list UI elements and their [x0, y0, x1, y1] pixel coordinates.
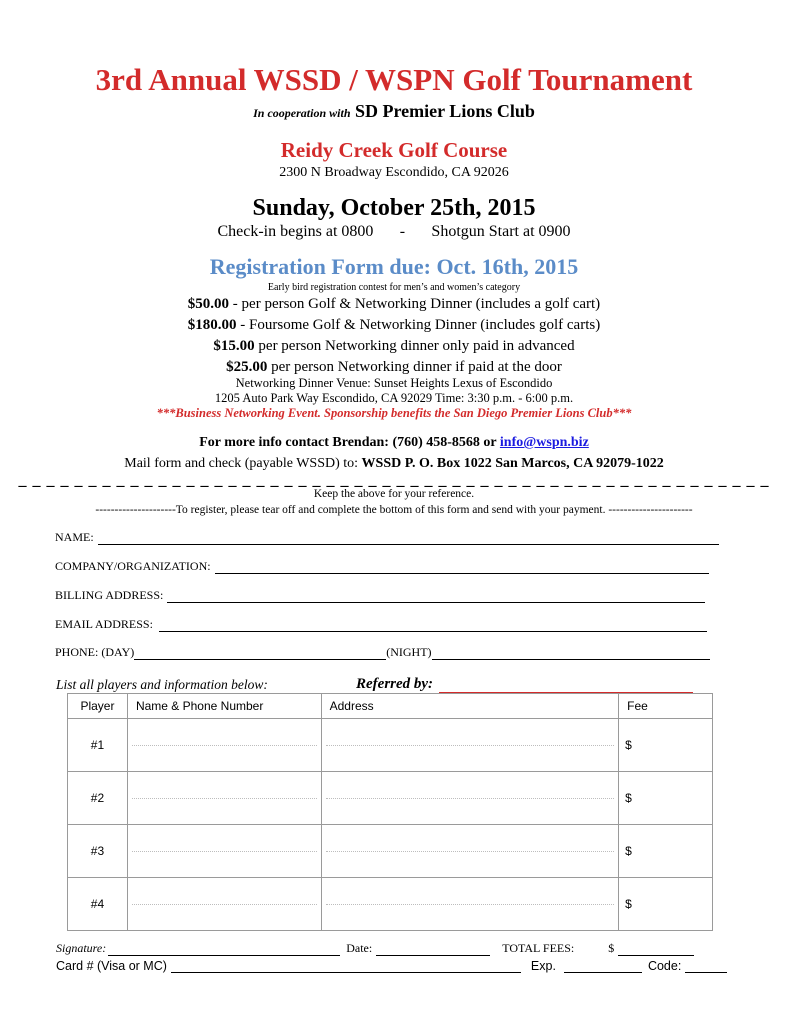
card-row — [56, 959, 727, 973]
players-list-label: List all players and information below: — [56, 677, 268, 692]
price-desc: per person Networking dinner if paid at the door — [267, 359, 562, 375]
cooperation-org: SD Premier Lions Club — [355, 101, 535, 121]
referred-by-field[interactable] — [439, 678, 693, 693]
signature-field[interactable] — [108, 943, 340, 956]
table-row — [68, 719, 713, 772]
company-field[interactable] — [215, 561, 709, 574]
price-desc: - per person Golf & Networking Dinner (includes a golf cart) — [229, 296, 601, 312]
contact-line — [0, 435, 788, 451]
signature-row — [56, 941, 694, 956]
keep-reference-note: Keep the above for your reference. — [313, 488, 475, 500]
cooperation-prefix: In cooperation with — [253, 106, 351, 120]
shotgun-start: Shotgun Start at 0900 — [431, 223, 571, 240]
price-line-golf-dinner — [0, 296, 788, 313]
price-amount: $50.00 — [187, 296, 230, 312]
mail-address: WSSD P. O. Box 1022 San Marcos, CA 92079-1022 — [361, 456, 664, 471]
player-fee-cell[interactable]: $ — [619, 825, 713, 878]
player-fee-cell[interactable]: $ — [619, 878, 713, 931]
event-date: Sunday, October 25th, 2015 — [252, 195, 536, 221]
tear-divider: _ _ _ _ _ _ _ _ _ _ _ _ _ _ _ _ _ _ _ _ _ _ _ _ _ _ _ _ _ _ _ _ _ _ _ _ _ _ _ _ _ _ _ _ _ _ _ _ _ _ _ _ _ _ — [18, 472, 770, 489]
cooperation-line — [0, 101, 788, 122]
price-desc: - Foursome Golf & Networking Dinner (includes golf carts) — [236, 317, 601, 333]
price-line-foursome — [0, 317, 788, 334]
company-row — [55, 559, 709, 574]
email-label: EMAIL ADDRESS: — [55, 617, 153, 631]
contact-text: For more info contact Brendan: (760) 458-8568 or — [199, 435, 500, 450]
card-label: Card # (Visa or MC) — [56, 959, 167, 973]
total-fees-field[interactable] — [618, 943, 694, 956]
player-fee-cell[interactable]: $ — [619, 719, 713, 772]
email-field[interactable] — [159, 619, 707, 632]
phone-night-label: (NIGHT) — [386, 645, 432, 659]
price-line-dinner-door — [0, 359, 788, 376]
code-label: Code: — [647, 959, 682, 973]
table-row — [68, 878, 713, 931]
billing-label: BILLING ADDRESS: — [55, 588, 164, 602]
player-address-cell[interactable] — [321, 825, 618, 878]
date-field[interactable] — [376, 943, 490, 956]
phone-day-field[interactable] — [134, 647, 386, 660]
times-separator: - — [399, 223, 406, 240]
player-number: #3 — [68, 825, 128, 878]
mail-prefix: Mail form and check (payable WSSD) to: — [124, 456, 362, 471]
player-address-cell[interactable] — [321, 719, 618, 772]
player-fee-cell[interactable]: $ — [619, 772, 713, 825]
billing-address-field[interactable] — [167, 590, 705, 603]
event-times — [0, 223, 788, 241]
player-name-phone-cell[interactable] — [127, 878, 321, 931]
header-name-phone: Name & Phone Number — [127, 694, 321, 719]
price-amount: $25.00 — [226, 359, 268, 375]
header-player: Player — [68, 694, 128, 719]
sponsorship-note: ***Business Networking Event. Sponsorship benefits the San Diego Premier Lions Club*** — [156, 406, 632, 420]
signature-label: Signature: — [56, 941, 107, 955]
date-label: Date: — [346, 941, 373, 955]
price-amount: $15.00 — [213, 338, 255, 354]
email-row — [55, 617, 707, 632]
billing-row — [55, 588, 705, 603]
referred-by-row — [356, 676, 693, 693]
dinner-address-time: 1205 Auto Park Way Escondido, CA 92029 Time: 3:30 p.m. - 6:00 p.m. — [214, 391, 574, 405]
total-fees-currency: $ — [608, 941, 615, 955]
venue-address: 2300 N Broadway Escondido, CA 92026 — [279, 165, 509, 180]
price-amount: $180.00 — [187, 317, 237, 333]
name-row — [55, 530, 719, 545]
registration-due: Registration Form due: Oct. 16th, 2015 — [209, 254, 579, 279]
phone-night-field[interactable] — [432, 647, 710, 660]
total-fees-label: TOTAL FEES: — [502, 941, 575, 955]
name-label: NAME: — [55, 530, 94, 544]
dinner-venue: Networking Dinner Venue: Sunset Heights Lexus of Escondido — [235, 376, 553, 390]
code-field[interactable] — [685, 960, 727, 973]
checkin-time: Check-in begins at 0800 — [217, 223, 374, 240]
phone-row — [55, 645, 710, 660]
referred-by-label: Referred by: — [356, 676, 434, 692]
player-name-phone-cell[interactable] — [127, 772, 321, 825]
name-field[interactable] — [98, 532, 719, 545]
phone-day-label: PHONE: (DAY) — [55, 645, 135, 659]
player-number: #4 — [68, 878, 128, 931]
player-number: #2 — [68, 772, 128, 825]
player-name-phone-cell[interactable] — [127, 719, 321, 772]
header-address: Address — [321, 694, 618, 719]
table-row — [68, 772, 713, 825]
tear-off-instructions: ---------------------To register, please tear off and complete the bottom of this form and send with your payment. ---------------------- — [95, 504, 693, 516]
player-number: #1 — [68, 719, 128, 772]
early-bird-note: Early bird registration contest for men’s and women’s category — [267, 282, 521, 293]
exp-label: Exp. — [530, 959, 556, 973]
tournament-title: 3rd Annual WSSD / WSPN Golf Tournament — [95, 62, 693, 97]
venue-name: Reidy Creek Golf Course — [280, 138, 508, 162]
price-desc: per person Networking dinner only paid in advanced — [254, 338, 575, 354]
exp-field[interactable] — [564, 960, 642, 973]
players-table — [67, 693, 713, 931]
card-number-field[interactable] — [171, 960, 521, 973]
table-header-row — [68, 694, 713, 719]
player-address-cell[interactable] — [321, 878, 618, 931]
company-label: COMPANY/ORGANIZATION: — [55, 559, 211, 573]
price-line-dinner-advance — [0, 338, 788, 355]
player-name-phone-cell[interactable] — [127, 825, 321, 878]
mail-line — [0, 456, 788, 472]
header-fee: Fee — [619, 694, 713, 719]
contact-email-link[interactable]: info@wspn.biz — [499, 435, 589, 450]
player-address-cell[interactable] — [321, 772, 618, 825]
table-row — [68, 825, 713, 878]
